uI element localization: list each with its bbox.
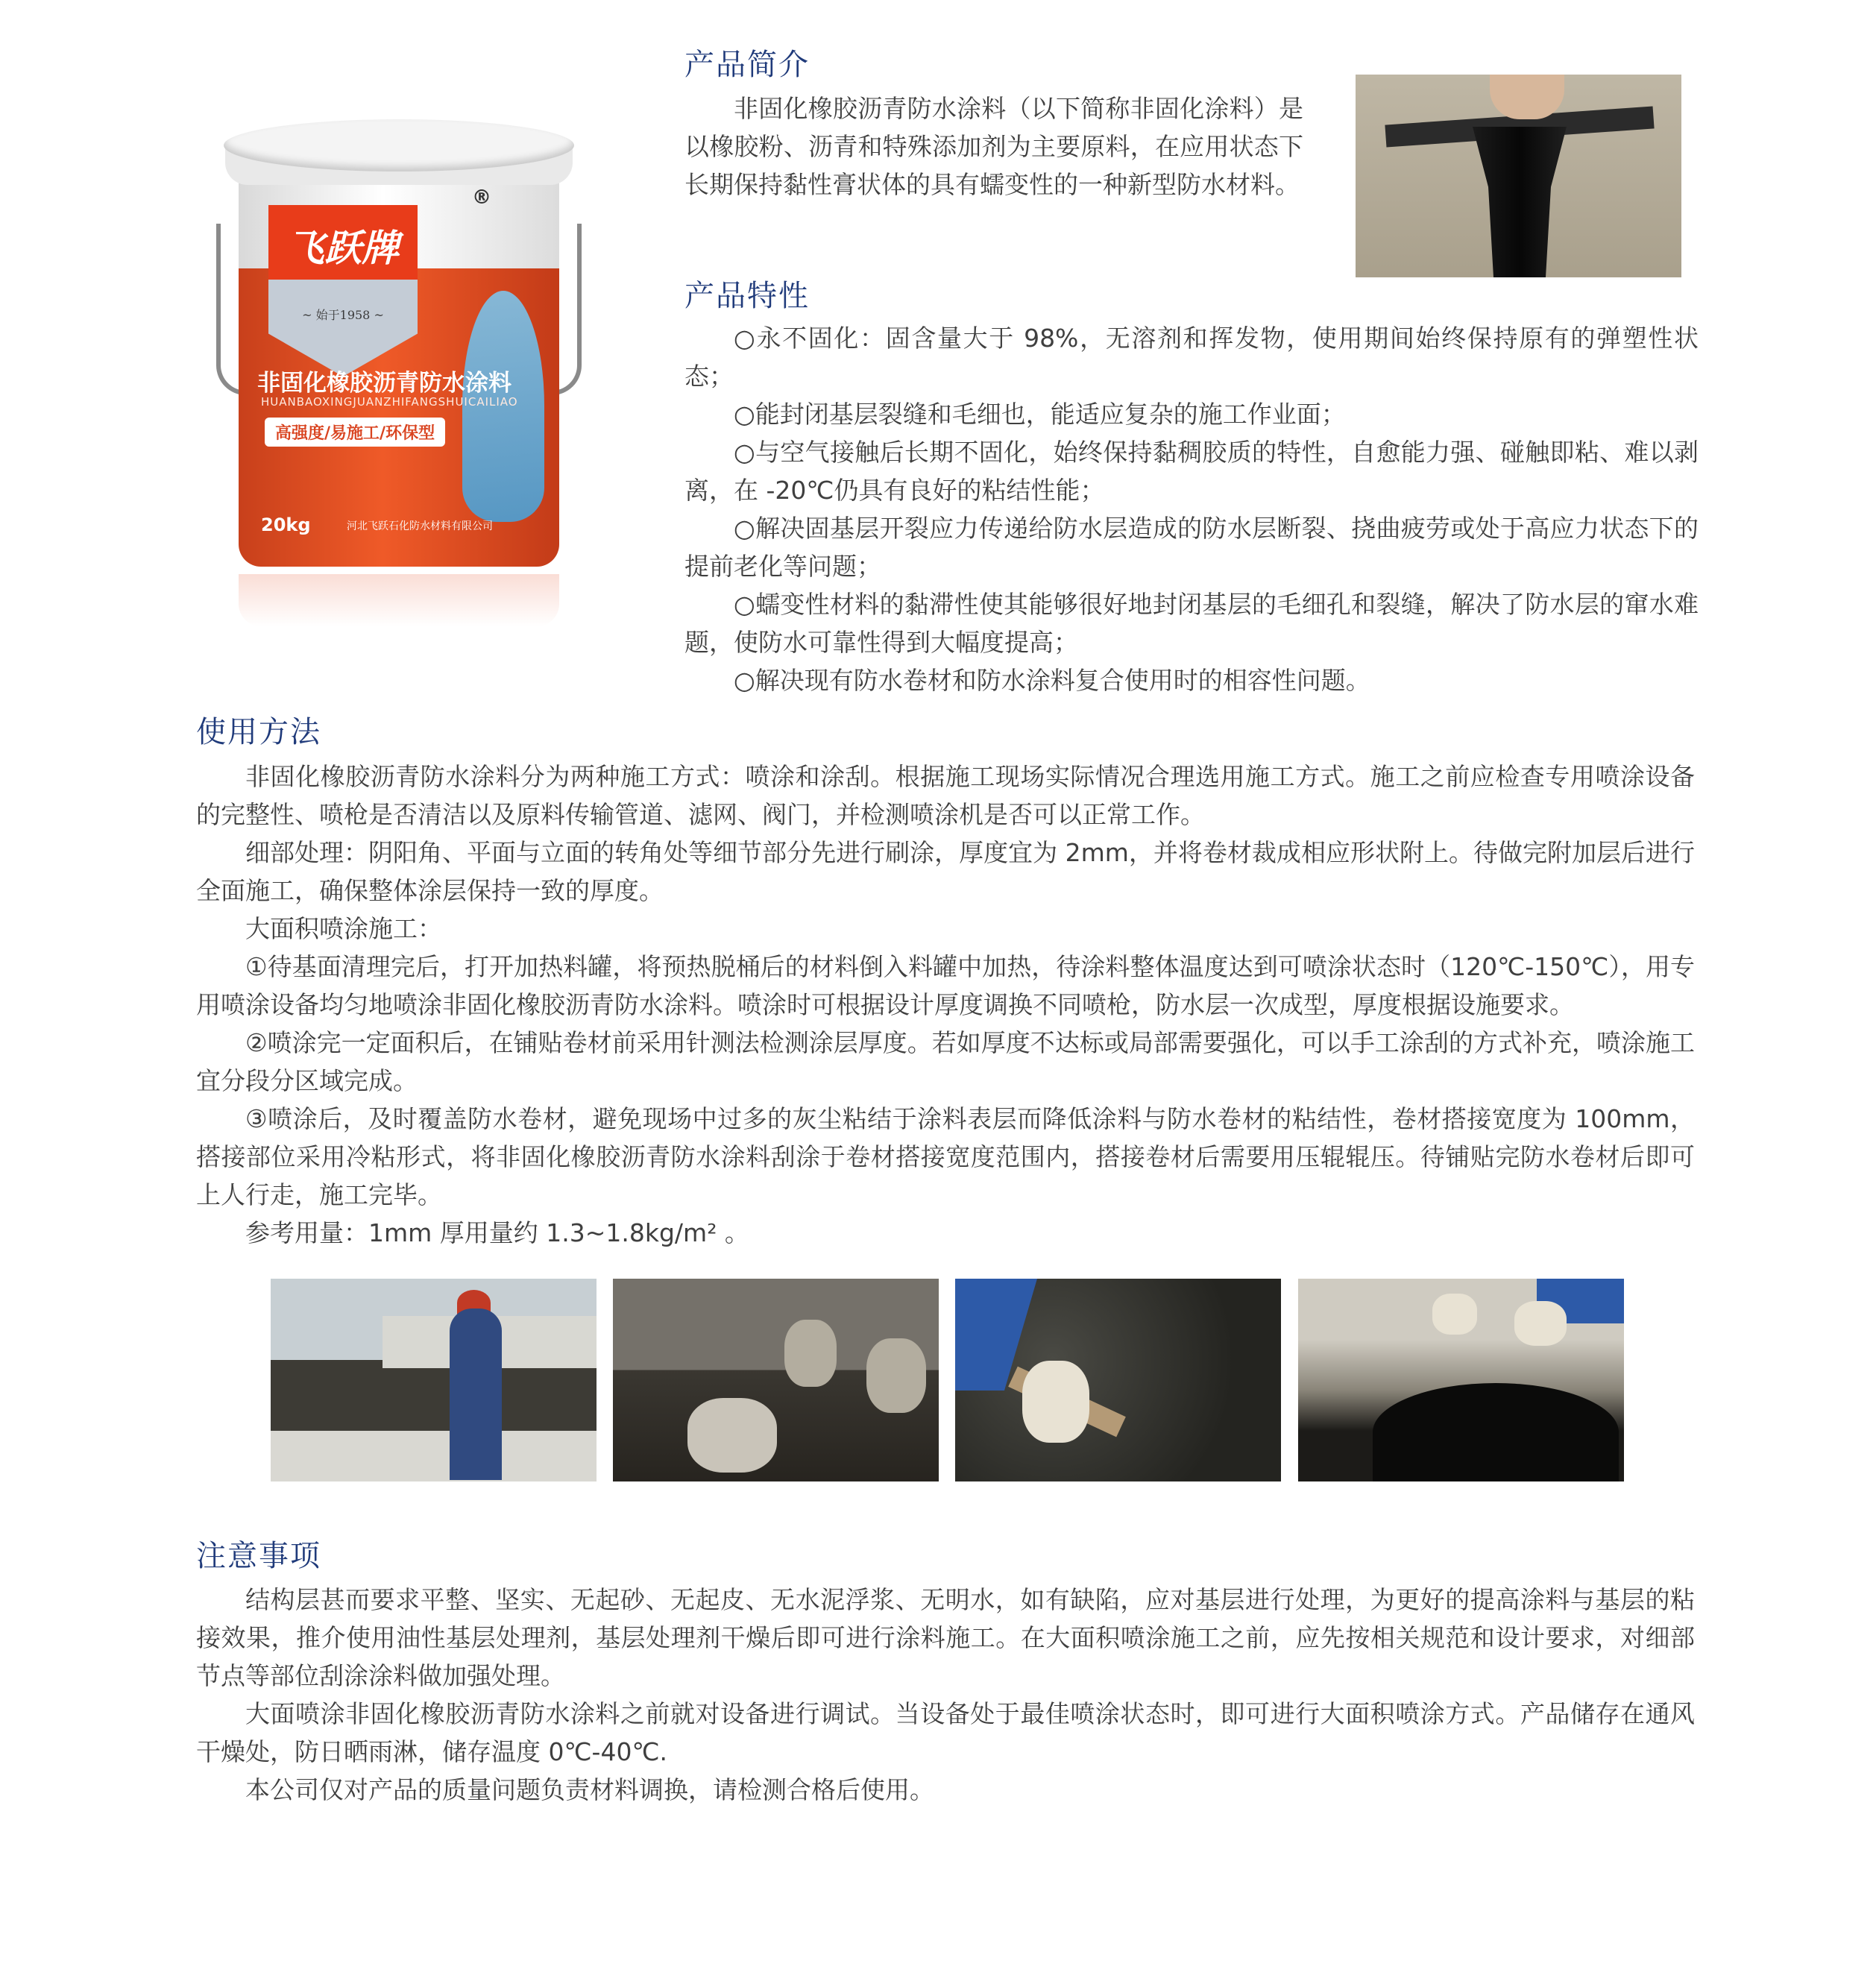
photo-bag [866,1338,926,1413]
product-stretch-photo [1356,75,1681,277]
notes-text-block [196,1581,1695,1809]
photo-glove [1514,1301,1567,1346]
intro-text: 非固化橡胶沥青防水涂料（以下简称非固化涂料）是以橡胶粉、沥青和特殊添加剂为主要原料，在应用状态下长期保持黏性膏状体的具有蠕变性的一种新型防水材料。 [684,94,1303,199]
feature-item: ○解决现有防水卷材和防水涂料复合使用时的相容性问题。 [734,666,1370,695]
photo-glove [1022,1361,1089,1443]
photo-glove [1432,1294,1477,1335]
intro-heading: 产品简介 [684,48,810,82]
construction-photo-spraying [271,1279,597,1481]
feature-item: ○能封闭基层裂缝和毛细也，能适应复杂的施工作业面； [734,400,1346,429]
product-bucket-image [216,119,582,634]
photo-worker [450,1309,502,1480]
usage-paragraph: 非固化橡胶沥青防水涂料分为两种施工方式：喷涂和涂刮。根据施工现场实际情况合理选用施工方式。施工之前应检查专用喷涂设备的完整性、喷枪是否清洁以及原料传输管道、滤网、阀门，并检测喷涂机是否可以正常工作。 [196,762,1695,829]
features-heading: 产品特性 [684,279,810,313]
construction-photo-pouring [1298,1279,1624,1481]
photo-bag [784,1320,837,1387]
bucket-product-name: 非固化橡胶沥青防水涂料 [257,370,512,397]
notes-paragraph: 结构层甚而要求平整、坚实、无起砂、无起皮、无水泥浮浆、无明水，如有缺陷，应对基层进行处理，为更好的提高涂料与基层的粘接效果，推介使用油性基层处理剂，基层处理剂干燥后即可进行涂料施工。在大面积喷涂施工之前，应先按相关规范和设计要求，对细部节点等部位刮涂涂料做加强处理。 [196,1585,1695,1690]
intro-text-block [684,89,1303,204]
bucket-weight: 20kg [261,514,311,535]
usage-paragraph: 参考用量：1mm 厚用量约 1.3~1.8kg/m² 。 [245,1218,749,1247]
feature-item: ○永不固化：固含量大于 98%，无溶剂和挥发物，使用期间始终保持原有的弹塑性状态； [684,324,1699,391]
photo-finger [1490,75,1564,119]
usage-paragraph: ②喷涂完一定面积后，在铺贴卷材前采用针测法检测涂层厚度。若如厚度不达标或局部需要强化，可以手工涂刮的方式补充，喷涂施工宜分段分区域完成。 [196,1028,1695,1095]
brand-logo-text: 飞跃牌 [287,227,399,270]
usage-paragraph: ③喷涂后，及时覆盖防水卷材，避免现场中过多的灰尘粘结于涂料表层而降低涂料与防水卷材的粘结性，卷材搭接宽度为 100mm，搭接部位采用冷粘形式，将非固化橡胶沥青防水涂料刮涂于卷材搭接宽度范围内，搭接卷材后需要用压辊辊压。待铺贴完防水卷材后即可上人行走，施工完毕。 [196,1104,1695,1209]
usage-text-block [196,758,1695,1252]
bucket-tagline: 高强度/易施工/环保型 [265,418,445,447]
notes-paragraph: 大面喷涂非固化橡胶沥青防水涂料之前就对设备进行调试。当设备处于最佳喷涂状态时，即可进行大面积喷涂方式。产品储存在通风干燥处，防日晒雨淋，储存温度 0℃-40℃. [196,1699,1695,1766]
notes-heading: 注意事项 [196,1539,321,1573]
usage-paragraph: 大面积喷涂施工： [245,914,442,943]
bucket-company: 河北飞跃石化防水材料有限公司 [347,520,493,532]
bucket-lid [224,119,574,171]
feature-item: ○与空气接触后长期不固化，始终保持黏稠胶质的特性，自愈能力强、碰触即粘、难以剥离，在 -20℃仍具有良好的粘结性能； [684,438,1699,505]
brand-since: ~ 始于1958 ~ [302,308,384,322]
photo-bag [687,1398,777,1473]
feature-item: ○解决固基层开裂应力传递给防水层造成的防水层断裂、挠曲疲劳或处于高应力状态下的提前老化等问题； [684,514,1699,581]
features-list [684,319,1699,699]
feature-item: ○蠕变性材料的黏滞性使其能够很好地封闭基层的毛细孔和裂缝，解决了防水层的窜水难题，使防水可靠性得到大幅度提高； [684,590,1699,657]
registered-mark: ® [472,186,491,209]
construction-photo-site [613,1279,939,1481]
notes-paragraph: 本公司仅对产品的质量问题负责材料调换，请检测合格后使用。 [245,1775,934,1804]
usage-paragraph: ①待基面清理完后，打开加热料罐，将预热脱桶后的材料倒入料罐中加热，待涂料整体温度达到可喷涂状态时（120℃-150℃），用专用喷涂设备均匀地喷涂非固化橡胶沥青防水涂料。喷涂时可根据设计厚度调换不同喷枪，防水层一次成型，厚度根据设施要求。 [196,952,1695,1019]
construction-photo-scraping [955,1279,1281,1481]
photo-material-puddle [1373,1383,1619,1481]
bucket-reflection [239,574,559,626]
bucket-product-pinyin: HUANBAOXINGJUANZHIFANGSHUICAILIAO [261,395,518,409]
photo-stretched-material [1467,127,1572,277]
usage-heading: 使用方法 [196,715,321,749]
usage-paragraph: 细部处理：阴阳角、平面与立面的转角处等细节部分先进行刷涂，厚度宜为 2mm，并将卷材裁成相应形状附上。待做完附加层后进行全面施工，确保整体涂层保持一致的厚度。 [196,838,1695,905]
